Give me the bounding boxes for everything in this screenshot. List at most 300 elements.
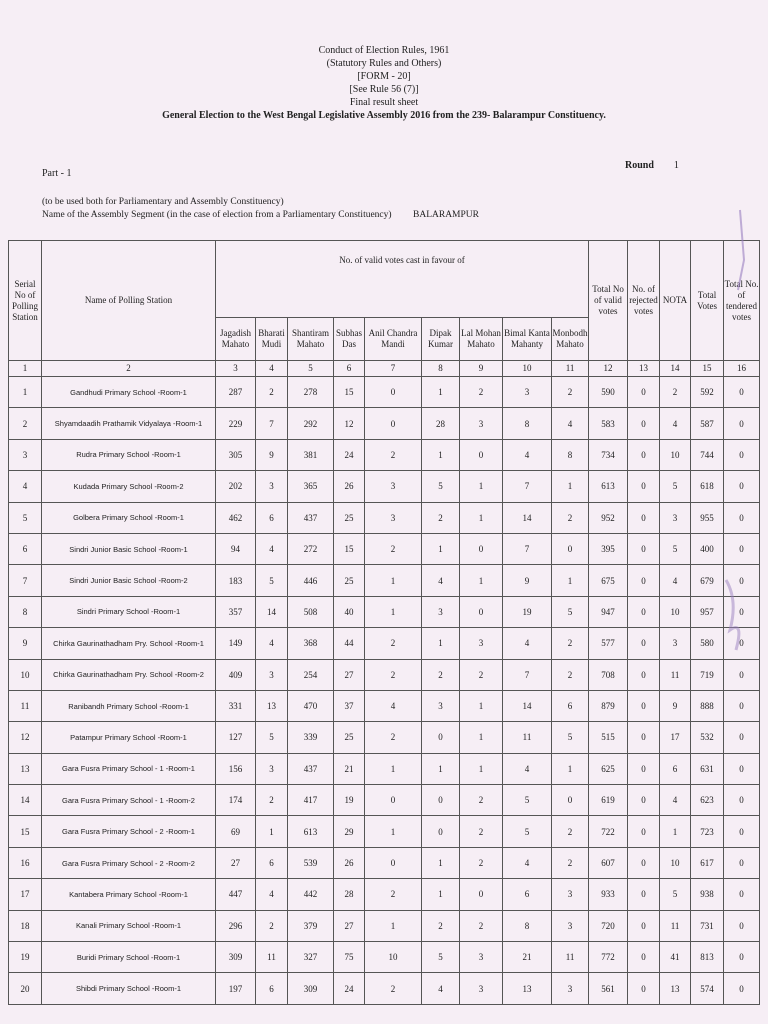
vote-cell: 583 xyxy=(589,408,628,439)
serial-cell: 9 xyxy=(9,628,42,659)
segment-name: BALARAMPUR xyxy=(413,210,479,220)
serial-cell: 2 xyxy=(9,408,42,439)
serial-cell: 10 xyxy=(9,659,42,690)
vote-cell: 734 xyxy=(589,439,628,470)
vote-cell: 744 xyxy=(691,439,724,470)
table-row xyxy=(9,408,760,439)
vote-cell: 1 xyxy=(422,439,460,470)
vote-cell: 2 xyxy=(256,910,288,941)
vote-cell: 2 xyxy=(552,816,589,847)
vote-cell: 446 xyxy=(288,565,334,596)
vote-cell: 14 xyxy=(503,690,552,721)
header-line-6: General Election to the West Bengal Legislative Assembly 2016 from the 239- Balarampur Constituency. xyxy=(162,110,606,121)
vote-cell: 327 xyxy=(288,942,334,973)
vote-cell: 395 xyxy=(589,533,628,564)
vote-cell: 1 xyxy=(422,377,460,408)
vote-cell: 9 xyxy=(660,690,691,721)
station-name-cell: Kudada Primary School -Room-2 xyxy=(42,471,216,502)
vote-cell: 0 xyxy=(724,690,760,721)
col-number: 3 xyxy=(216,361,256,377)
vote-cell: 3 xyxy=(256,659,288,690)
serial-cell: 4 xyxy=(9,471,42,502)
vote-cell: 27 xyxy=(216,847,256,878)
vote-cell: 3 xyxy=(660,628,691,659)
col-candidates-group: No. of valid votes cast in favour of xyxy=(216,241,589,318)
vote-cell: 5 xyxy=(422,471,460,502)
col-nota: NOTA xyxy=(660,241,691,361)
vote-cell: 0 xyxy=(628,628,660,659)
vote-cell: 0 xyxy=(628,973,660,1004)
vote-cell: 2 xyxy=(552,847,589,878)
vote-cell: 4 xyxy=(503,847,552,878)
round-label xyxy=(625,160,679,171)
vote-cell: 587 xyxy=(691,408,724,439)
station-name-cell: Chirka Gaurinathadham Pry. School -Room-2 xyxy=(42,659,216,690)
usage-note: (to be used both for Parliamentary and Assembly Constituency) xyxy=(42,197,284,207)
vote-cell: 25 xyxy=(334,722,365,753)
vote-cell: 4 xyxy=(365,690,422,721)
vote-cell: 879 xyxy=(589,690,628,721)
vote-cell: 0 xyxy=(628,785,660,816)
vote-cell: 2 xyxy=(256,785,288,816)
vote-cell: 8 xyxy=(503,408,552,439)
col-tendered: Total No. of tendered votes xyxy=(724,241,760,361)
vote-cell: 10 xyxy=(660,439,691,470)
vote-cell: 9 xyxy=(503,565,552,596)
vote-cell: 0 xyxy=(628,753,660,784)
vote-cell: 4 xyxy=(660,408,691,439)
vote-cell: 722 xyxy=(589,816,628,847)
vote-cell: 5 xyxy=(256,722,288,753)
station-name-cell: Gandhudi Primary School -Room-1 xyxy=(42,377,216,408)
vote-cell: 539 xyxy=(288,847,334,878)
vote-cell: 0 xyxy=(724,753,760,784)
col-rejected: No. of rejected votes xyxy=(628,241,660,361)
vote-cell: 26 xyxy=(334,471,365,502)
table-row xyxy=(9,753,760,784)
vote-cell: 532 xyxy=(691,722,724,753)
vote-cell: 0 xyxy=(460,533,503,564)
vote-cell: 6 xyxy=(256,973,288,1004)
col-number: 11 xyxy=(552,361,589,377)
vote-cell: 813 xyxy=(691,942,724,973)
vote-cell: 0 xyxy=(628,596,660,627)
serial-cell: 11 xyxy=(9,690,42,721)
round-label-text: Round xyxy=(625,160,654,171)
vote-cell: 0 xyxy=(724,722,760,753)
vote-cell: 254 xyxy=(288,659,334,690)
station-name-cell: Ranibandh Primary School -Room-1 xyxy=(42,690,216,721)
vote-cell: 4 xyxy=(256,879,288,910)
station-name-cell: Rudra Primary School -Room-1 xyxy=(42,439,216,470)
vote-cell: 3 xyxy=(422,596,460,627)
vote-cell: 4 xyxy=(503,753,552,784)
vote-cell: 590 xyxy=(589,377,628,408)
vote-cell: 11 xyxy=(503,722,552,753)
vote-cell: 437 xyxy=(288,753,334,784)
col-number: 10 xyxy=(503,361,552,377)
vote-cell: 149 xyxy=(216,628,256,659)
serial-cell: 19 xyxy=(9,942,42,973)
vote-cell: 5 xyxy=(422,942,460,973)
vote-cell: 1 xyxy=(660,816,691,847)
vote-cell: 3 xyxy=(422,690,460,721)
station-name-cell: Golbera Primary School -Room-1 xyxy=(42,502,216,533)
vote-cell: 515 xyxy=(589,722,628,753)
col-number: 7 xyxy=(365,361,422,377)
col-number: 8 xyxy=(422,361,460,377)
table-row xyxy=(9,659,760,690)
col-number: 12 xyxy=(589,361,628,377)
vote-cell: 11 xyxy=(660,910,691,941)
vote-cell: 3 xyxy=(552,973,589,1004)
vote-cell: 2 xyxy=(365,722,422,753)
vote-cell: 29 xyxy=(334,816,365,847)
vote-cell: 574 xyxy=(691,973,724,1004)
station-name-cell: Chirka Gaurinathadham Pry. School -Room-1 xyxy=(42,628,216,659)
vote-cell: 368 xyxy=(288,628,334,659)
vote-cell: 0 xyxy=(724,973,760,1004)
col-number: 13 xyxy=(628,361,660,377)
station-name-cell: Kantabera Primary School -Room-1 xyxy=(42,879,216,910)
vote-cell: 720 xyxy=(589,910,628,941)
vote-cell: 28 xyxy=(334,879,365,910)
vote-cell: 183 xyxy=(216,565,256,596)
vote-cell: 6 xyxy=(503,879,552,910)
vote-cell: 25 xyxy=(334,565,365,596)
header-line-1: Conduct of Election Rules, 1961 xyxy=(318,45,450,56)
vote-cell: 229 xyxy=(216,408,256,439)
vote-cell: 947 xyxy=(589,596,628,627)
serial-cell: 3 xyxy=(9,439,42,470)
col-station-name: Name of Polling Station xyxy=(42,241,216,361)
serial-cell: 14 xyxy=(9,785,42,816)
vote-cell: 2 xyxy=(365,973,422,1004)
vote-cell: 19 xyxy=(334,785,365,816)
vote-cell: 10 xyxy=(365,942,422,973)
vote-cell: 625 xyxy=(589,753,628,784)
vote-cell: 2 xyxy=(460,847,503,878)
vote-cell: 442 xyxy=(288,879,334,910)
vote-cell: 3 xyxy=(552,879,589,910)
header-line-3: [FORM - 20] xyxy=(357,71,411,82)
vote-cell: 27 xyxy=(334,910,365,941)
vote-cell: 888 xyxy=(691,690,724,721)
vote-cell: 470 xyxy=(288,690,334,721)
vote-cell: 4 xyxy=(660,785,691,816)
header-line-5: Final result sheet xyxy=(349,97,419,108)
vote-cell: 577 xyxy=(589,628,628,659)
header-row-main xyxy=(9,241,760,318)
vote-cell: 0 xyxy=(724,471,760,502)
col-candidate: Subhas Das xyxy=(334,318,365,361)
serial-cell: 1 xyxy=(9,377,42,408)
vote-cell: 607 xyxy=(589,847,628,878)
vote-cell: 2 xyxy=(365,879,422,910)
table-row xyxy=(9,847,760,878)
header-line-2: (Statutory Rules and Others) xyxy=(326,58,442,69)
vote-cell: 6 xyxy=(256,847,288,878)
vote-cell: 24 xyxy=(334,973,365,1004)
vote-cell: 0 xyxy=(724,659,760,690)
vote-cell: 5 xyxy=(503,816,552,847)
vote-cell: 0 xyxy=(460,879,503,910)
vote-cell: 2 xyxy=(422,502,460,533)
vote-cell: 278 xyxy=(288,377,334,408)
col-candidate: Jagadish Mahato xyxy=(216,318,256,361)
vote-cell: 0 xyxy=(724,942,760,973)
vote-cell: 309 xyxy=(216,942,256,973)
table-row xyxy=(9,722,760,753)
vote-cell: 0 xyxy=(365,847,422,878)
vote-cell: 4 xyxy=(422,565,460,596)
vote-cell: 0 xyxy=(724,533,760,564)
vote-cell: 15 xyxy=(334,377,365,408)
vote-cell: 3 xyxy=(460,973,503,1004)
vote-cell: 3 xyxy=(365,502,422,533)
vote-cell: 13 xyxy=(660,973,691,1004)
station-name-cell: Buridi Primary School -Room-1 xyxy=(42,942,216,973)
table-row xyxy=(9,596,760,627)
vote-cell: 723 xyxy=(691,816,724,847)
vote-cell: 1 xyxy=(365,596,422,627)
vote-cell: 13 xyxy=(256,690,288,721)
vote-cell: 0 xyxy=(422,722,460,753)
vote-cell: 0 xyxy=(724,847,760,878)
station-name-cell: Gara Fusra Primary School - 2 -Room-1 xyxy=(42,816,216,847)
vote-cell: 156 xyxy=(216,753,256,784)
vote-cell: 8 xyxy=(503,910,552,941)
vote-cell: 400 xyxy=(691,533,724,564)
vote-cell: 2 xyxy=(422,910,460,941)
vote-cell: 2 xyxy=(460,910,503,941)
station-name-cell: Sindri Junior Basic School -Room-1 xyxy=(42,533,216,564)
serial-cell: 8 xyxy=(9,596,42,627)
vote-cell: 0 xyxy=(724,565,760,596)
vote-cell: 952 xyxy=(589,502,628,533)
vote-cell: 618 xyxy=(691,471,724,502)
col-serial: Serial No of Polling Station xyxy=(9,241,42,361)
vote-cell: 9 xyxy=(256,439,288,470)
vote-cell: 5 xyxy=(552,596,589,627)
vote-cell: 6 xyxy=(256,502,288,533)
station-name-cell: Patampur Primary School -Room-1 xyxy=(42,722,216,753)
vote-cell: 11 xyxy=(552,942,589,973)
vote-cell: 0 xyxy=(628,847,660,878)
vote-cell: 1 xyxy=(365,816,422,847)
vote-cell: 417 xyxy=(288,785,334,816)
col-candidate: Shantiram Mahato xyxy=(288,318,334,361)
vote-cell: 0 xyxy=(365,377,422,408)
vote-cell: 17 xyxy=(660,722,691,753)
vote-cell: 0 xyxy=(460,596,503,627)
vote-cell: 8 xyxy=(552,439,589,470)
col-total-valid: Total No of valid votes xyxy=(589,241,628,361)
round-value: 1 xyxy=(673,160,679,171)
col-candidate: Anil Chandra Mandi xyxy=(365,318,422,361)
vote-cell: 447 xyxy=(216,879,256,910)
vote-cell: 0 xyxy=(628,471,660,502)
vote-cell: 24 xyxy=(334,439,365,470)
vote-cell: 3 xyxy=(552,910,589,941)
vote-cell: 4 xyxy=(660,565,691,596)
vote-cell: 379 xyxy=(288,910,334,941)
vote-cell: 1 xyxy=(460,722,503,753)
station-name-cell: Sindri Junior Basic School -Room-2 xyxy=(42,565,216,596)
vote-cell: 331 xyxy=(216,690,256,721)
col-total-votes: Total Votes xyxy=(691,241,724,361)
serial-cell: 7 xyxy=(9,565,42,596)
vote-cell: 28 xyxy=(422,408,460,439)
vote-cell: 339 xyxy=(288,722,334,753)
vote-cell: 1 xyxy=(460,502,503,533)
segment-label: Name of the Assembly Segment (in the case of election from a Parliamentary Constituency) xyxy=(42,210,392,220)
vote-cell: 0 xyxy=(628,377,660,408)
vote-cell: 5 xyxy=(256,565,288,596)
vote-cell: 0 xyxy=(628,816,660,847)
col-number: 15 xyxy=(691,361,724,377)
serial-cell: 16 xyxy=(9,847,42,878)
vote-cell: 0 xyxy=(628,722,660,753)
vote-cell: 127 xyxy=(216,722,256,753)
vote-cell: 1 xyxy=(422,879,460,910)
vote-cell: 613 xyxy=(589,471,628,502)
vote-cell: 5 xyxy=(660,879,691,910)
table-row xyxy=(9,628,760,659)
vote-cell: 381 xyxy=(288,439,334,470)
col-number: 1 xyxy=(9,361,42,377)
vote-cell: 0 xyxy=(724,785,760,816)
vote-cell: 2 xyxy=(460,659,503,690)
form-header xyxy=(0,44,768,122)
vote-cell: 5 xyxy=(660,471,691,502)
table-row xyxy=(9,565,760,596)
vote-cell: 2 xyxy=(460,816,503,847)
vote-cell: 1 xyxy=(552,753,589,784)
vote-cell: 14 xyxy=(256,596,288,627)
col-number: 2 xyxy=(42,361,216,377)
serial-cell: 5 xyxy=(9,502,42,533)
vote-cell: 5 xyxy=(660,533,691,564)
vote-cell: 12 xyxy=(334,408,365,439)
table-row xyxy=(9,377,760,408)
station-name-cell: Gara Fusra Primary School - 2 -Room-2 xyxy=(42,847,216,878)
vote-cell: 462 xyxy=(216,502,256,533)
station-name-cell: Gara Fusra Primary School - 1 -Room-2 xyxy=(42,785,216,816)
vote-cell: 580 xyxy=(691,628,724,659)
vote-cell: 0 xyxy=(628,910,660,941)
vote-cell: 1 xyxy=(460,565,503,596)
vote-cell: 2 xyxy=(552,502,589,533)
vote-cell: 0 xyxy=(628,502,660,533)
vote-cell: 617 xyxy=(691,847,724,878)
vote-cell: 2 xyxy=(256,377,288,408)
vote-cell: 0 xyxy=(422,785,460,816)
vote-cell: 296 xyxy=(216,910,256,941)
results-body xyxy=(9,377,760,1005)
vote-cell: 1 xyxy=(460,753,503,784)
table-row xyxy=(9,816,760,847)
serial-cell: 15 xyxy=(9,816,42,847)
table-row xyxy=(9,533,760,564)
vote-cell: 3 xyxy=(256,471,288,502)
vote-cell: 0 xyxy=(628,879,660,910)
vote-cell: 309 xyxy=(288,973,334,1004)
table-row xyxy=(9,439,760,470)
vote-cell: 21 xyxy=(503,942,552,973)
vote-cell: 4 xyxy=(503,628,552,659)
col-candidate: Lal Mohan Mahato xyxy=(460,318,503,361)
vote-cell: 287 xyxy=(216,377,256,408)
vote-cell: 11 xyxy=(660,659,691,690)
vote-cell: 631 xyxy=(691,753,724,784)
vote-cell: 3 xyxy=(460,408,503,439)
vote-cell: 957 xyxy=(691,596,724,627)
vote-cell: 69 xyxy=(216,816,256,847)
vote-cell: 2 xyxy=(422,659,460,690)
station-name-cell: Gara Fusra Primary School - 1 -Room-1 xyxy=(42,753,216,784)
table-row xyxy=(9,471,760,502)
col-number: 14 xyxy=(660,361,691,377)
vote-cell: 3 xyxy=(503,377,552,408)
vote-cell: 94 xyxy=(216,533,256,564)
vote-cell: 7 xyxy=(256,408,288,439)
vote-cell: 0 xyxy=(724,377,760,408)
vote-cell: 0 xyxy=(628,565,660,596)
vote-cell: 357 xyxy=(216,596,256,627)
vote-cell: 2 xyxy=(460,377,503,408)
vote-cell: 2 xyxy=(365,533,422,564)
header-line-4: [See Rule 56 (7)] xyxy=(349,84,419,95)
vote-cell: 938 xyxy=(691,879,724,910)
vote-cell: 2 xyxy=(365,628,422,659)
vote-cell: 7 xyxy=(503,471,552,502)
col-number: 16 xyxy=(724,361,760,377)
vote-cell: 4 xyxy=(256,533,288,564)
vote-cell: 0 xyxy=(628,690,660,721)
vote-cell: 3 xyxy=(256,753,288,784)
vote-cell: 0 xyxy=(628,439,660,470)
vote-cell: 623 xyxy=(691,785,724,816)
vote-cell: 1 xyxy=(460,471,503,502)
col-candidate: Monbodh Mahato xyxy=(552,318,589,361)
col-number: 5 xyxy=(288,361,334,377)
vote-cell: 731 xyxy=(691,910,724,941)
vote-cell: 37 xyxy=(334,690,365,721)
vote-cell: 4 xyxy=(503,439,552,470)
vote-cell: 0 xyxy=(628,408,660,439)
vote-cell: 10 xyxy=(660,596,691,627)
vote-cell: 0 xyxy=(365,408,422,439)
vote-cell: 409 xyxy=(216,659,256,690)
table-row xyxy=(9,785,760,816)
vote-cell: 613 xyxy=(288,816,334,847)
serial-cell: 6 xyxy=(9,533,42,564)
serial-cell: 17 xyxy=(9,879,42,910)
vote-cell: 202 xyxy=(216,471,256,502)
results-table xyxy=(8,240,760,1005)
vote-cell: 11 xyxy=(256,942,288,973)
vote-cell: 2 xyxy=(552,628,589,659)
vote-cell: 1 xyxy=(365,753,422,784)
vote-cell: 719 xyxy=(691,659,724,690)
vote-cell: 0 xyxy=(628,533,660,564)
vote-cell: 1 xyxy=(552,565,589,596)
serial-cell: 12 xyxy=(9,722,42,753)
vote-cell: 4 xyxy=(552,408,589,439)
vote-cell: 561 xyxy=(589,973,628,1004)
vote-cell: 592 xyxy=(691,377,724,408)
